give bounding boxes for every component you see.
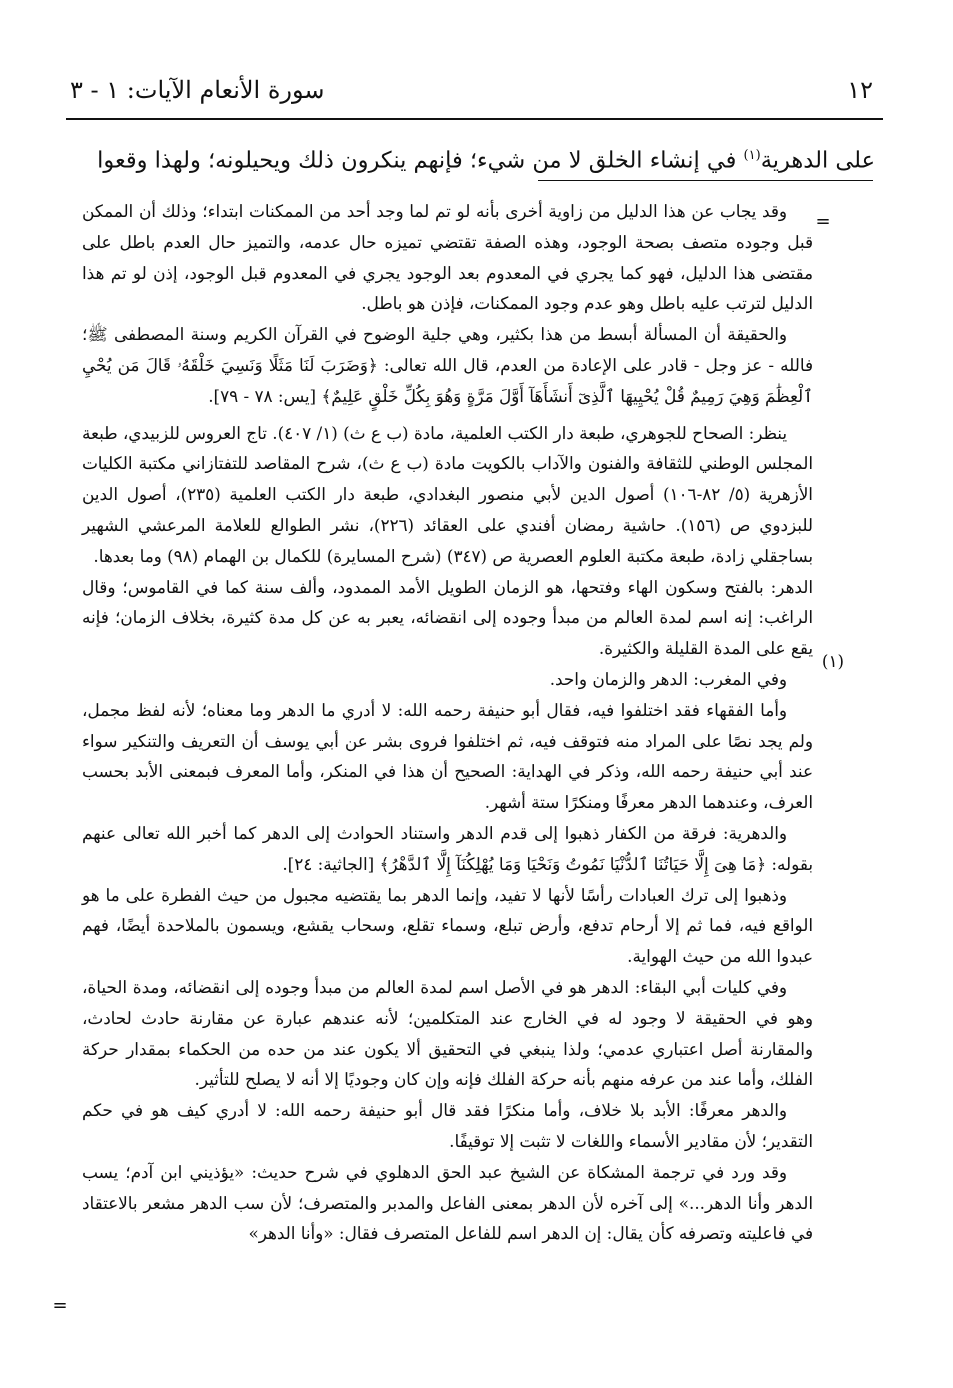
footnote-1-paragraph: وأما الفقهاء فقد اختلفوا فيه، فقال أبو حنيفة رحمه الله: لا أدري ما الدهر وما معناه؛ لأنه لفظ مجمل، ولم يجد نصًا على المراد منه فتوقف فيه، ثم اختلفوا فروى بشر عن أبي يوسف أن التعريف والتنكير سواء عند أبي حنيفة رحمه الله، وذكر في الهداية: الصحيح أن هذا في المنكر، وأما المعرف فبمعنى الأبد بحسب العرف، وعندهما الدهر معرفًا ومنكرًا ستة أشهر. [82,699,813,813]
page-number: ١٢ [847,76,873,104]
footnote-references: ينظر: الصحاح للجوهري، طبعة دار الكتب العلمية، مادة (ب ع ث) (١/ ٤٠٧). تاج العروس للزبيدي، طبعة المجلس الوطني للثقافة والفنون والآداب بالكويت مادة (ب ع ث)، شرح المقاصد للتفتازاني مكتبة الكليات الأزهرية (٥/ ٨٢-١٠٦) أصول الدين لأبي منصور البغدادي، طبعة دار الكتب العلمية (٢٣٥)، أصول الدين للبزدوي ص (١٥٦). حاشية رمضان أفندي على العقائد (٢٢٦)، نشر الطوالع للعلامة المرعشي الشهير بساجقلي زادة، طبعة مكتبة العلوم العصرية ص (٣٤٧) (شرح المسايرة) للكمال بن الهمام (٩٨) وما بعدها. [82,422,814,566]
footnote-1-paragraph: وذهبوا إلى ترك العبادات رأسًا لأنها لا تفيد، وإنما الدهر بما يقتضيه مجبول من حيث الفطرة على ما هو الواقع فيه، فما ثم إلا أرحام تدفع، وأرض تبلع، وسماء تقلع، وسحاب يقشع، ويسمون بالملاحدة أيضًا، فهم عبدوا الله من حيث الهواية. [82,884,813,967]
footnote-1-paragraph: وفي المغرب: الدهر والزمان واحد. [549,668,787,689]
footnote-1-marker: (١) [821,651,845,671]
footnote-1-paragraph: والدهر معرفًا: الأبد بلا خلاف، وأما منكرًا فقد قال أبو حنيفة رحمه الله: لا أدري كيف هو في حكم التقدير؛ لأن مقادير الأسماء واللغات لا تثبت إلا توقيفًا. [82,1100,813,1151]
footnote-1-paragraph: وقد ورد في ترجمة المشكاة عن الشيخ عبد الحق الدهلوي في شرح حديث: «يؤذيني ابن آدم؛ يسب الدهر وأنا الدهر...» إلى آخره لأن الدهر بمعنى الفاعل والمدبر والمتصرف؛ لأن سب الدهر مشعر بالاعتقاد في فاعليته وتصرفه كأن يقال: إن الدهر اسم للفاعل المتصرف فقال: «وأنا الدهر» [82,1161,813,1244]
main-text-line [90,138,875,179]
footnote-reference: (١) [743,148,761,163]
continuation-mark-bottom: = [52,1295,68,1316]
footnote-paragraph: والحقيقة أن المسألة أبسط من هذا بكثير، وهي جلية الوضوح في القرآن الكريم وسنة المصطفى ﷺ؛ فالله - عز وجل - قادر على الإعادة من العدم، قال الله تعالى: ﴿وَضَرَبَ لَنَا مَثَلًا وَنَسِيَ خَلْقَهُۥ قَالَ مَن يُحْيِ ٱلْعِظَٰمَ وَهِيَ رَمِيمٌ قُلْ يُحْيِيهَا ٱلَّذِىٓ أَنشَأَهَآ أَوَّلَ مَرَّةٍ وَهُوَ بِكُلِّ خَلْقٍ عَلِيمٌ﴾ [يس: ٧٨ - ٧٩]. [82,324,813,406]
footnotes [82,196,813,1249]
main-text-start: على الدهرية [760,147,875,174]
main-text-end: في إنشاء الخلق لا من شيء؛ فإنهم ينكرون ذلك ويحيلونه؛ ولهذا وقعوا [97,147,744,174]
footnote-1-paragraph: والدهرية: فرقة من الكفار ذهبوا إلى قدم الدهر واستناد الحوادث إلى الدهر كما أخبر الله تعالى عنهم بقوله: ﴿مَا هِىَ إِلَّا حَيَاتُنَا ٱلدُّنْيَا نَمُوتُ وَنَحْيَا وَمَا يُهْلِكُنَآ إِلَّا ٱلدَّهْرُ﴾ [الجاثية: ٢٤]. [82,822,813,874]
footnote-paragraph: وقد يجاب عن هذا الدليل من زاوية أخرى بأنه لو تم لما وجد أحد من الممكنات ابتداء؛ وذلك أن الممكن قبل وجوده متصف بصحة الوجود، وهذه الصفة تقتضي تميزه حال عدمه، والتميز حال العدم باطل على مقتضى هذا الدليل، فهو كما يجري في المعدوم بعد الوجود يجري في المعدوم قبل الوجود، إذن لو تم هذا الدليل لترتب عليه باطل وهو عدم وجود الممكنات، فإذن هو باطل. [82,201,813,314]
footnote-1-paragraph: الدهر: بالفتح وسكون الهاء وفتحها، هو الزمان الطويل الأمد الممدود، وألف سنة كما في القاموس؛ وقال الراغب: إنه اسم لمدة العالم من مبدأ وجوده إلى انقضائه، يعبر به عن كل مدة كثيرة، بخلاف الزمان؛ فإنه يقع على المدة القليلة والكثيرة. [82,576,813,659]
surah-title: سورة الأنعام الآيات: ١ - ٣ [70,76,325,104]
continuation-mark-top: = [815,211,831,232]
running-header [70,70,873,110]
footnote-separator [538,180,873,181]
footnote-1-paragraph: وفي كليات أبي البقاء: الدهر هو في الأصل اسم لمدة العالم من مبدأ وجوده إلى انقضائه، ومدة الحياة، وهو في الحقيقة لا وجود له في الخارج عند المتكلمين؛ لأنه عندهم عبارة عن مقارنة حادث لحادث، والمقارنة أصل اعتباري عدمي؛ ولذا ينبغي في التحقيق ألا يكون عند من حده من الحكماء بمقدار حركة الفلك، وأما عند من عرفه منهم بأنه حركة الفلك فإنه وإن كان وجوديًا إلا أنه لا يصلح للتأثير. [82,976,813,1090]
header-rule [66,118,883,120]
